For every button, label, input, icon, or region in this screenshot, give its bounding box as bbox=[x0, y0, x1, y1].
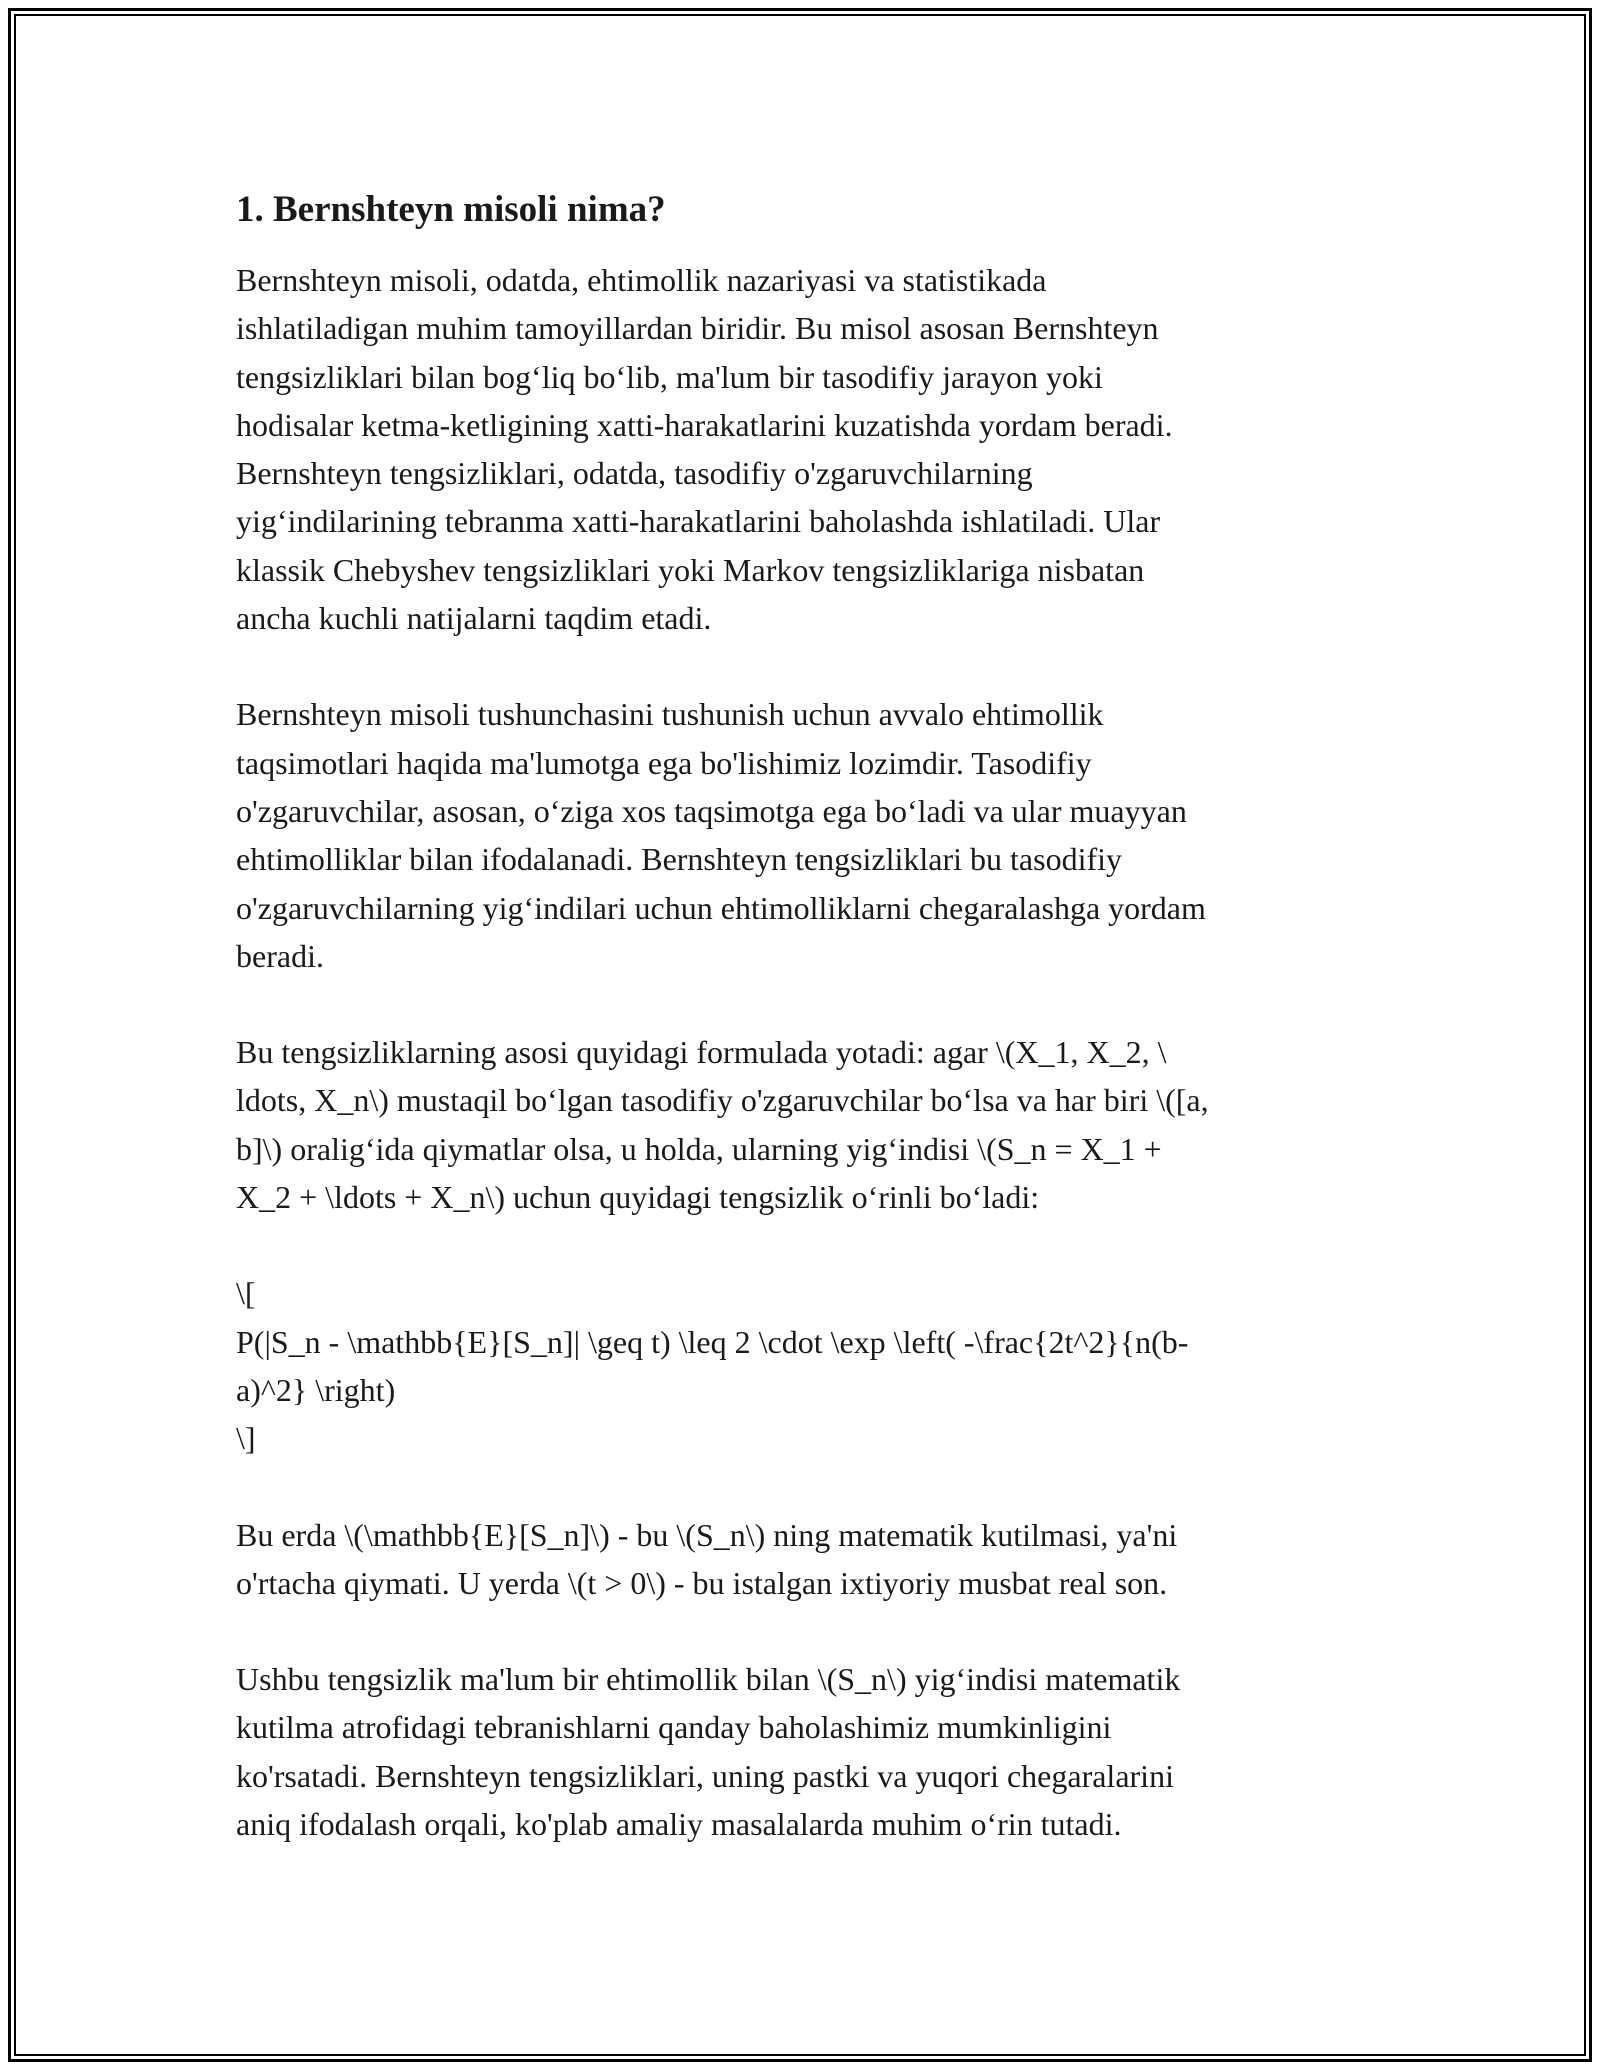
paragraph-expectation: Bu erda \(\mathbb{E}[S_n]\) - bu \(S_n\) ning matematik kutilmasi, ya'ni o'rtacha qiymati. U yerda \(t > 0\) - bu istalgan ixtiyoriy musbat real son. bbox=[236, 1516, 1178, 1601]
formula-line-2: a)^2} \right) bbox=[236, 1371, 396, 1408]
paragraph-formula-intro: Bu tengsizliklarning asosi quyidagi formulada yotadi: agar \(X_1, X_2, \ ldots, X_n\) mustaqil bo‘lgan tasodifiy o'zgaruvchilar bo‘lsa va har biri \([a, b]\) oralig‘ida qiymatlar olsa, u holda, ularning yig‘indisi \(S_n = X_1 + X_2 + \ldots + X_n\) uchun quyidagi tengsizlik o‘rinli bo‘ladi: bbox=[236, 1034, 1209, 1216]
paragraph-conclusion: Ushbu tengsizlik ma'lum bir ehtimollik bilan \(S_n\) yig‘indisi matematik kutilma atrofidagi tebranishlarni qanday baholashimiz mumkinligini ko'rsatadi. Bernshteyn tengsizliklari, uning pastki va yuqori chegaralarini aniq ifodalash orqali, ko'plab amaliy masalalarda muhim o‘rin tutadi. bbox=[236, 1661, 1181, 1843]
section-heading: 1. Bernshteyn misoli nima? bbox=[236, 189, 666, 230]
formula-close-delimiter: \] bbox=[236, 1420, 256, 1457]
formula-open-delimiter: \[ bbox=[236, 1275, 256, 1312]
paragraph-intro: Bernshteyn misoli, odatda, ehtimollik nazariyasi va statistikada ishlatiladigan muhim tamoyillardan biridir. Bu misol asosan Bernshteyn tengsizliklari bilan bog‘liq bo‘lib, ma'lum bir tasodifiy jarayon yoki hodisalar ketma-ketligining xatti-harakatlarini kuzatishda yordam beradi. Bernshteyn tengsizliklari, odatda, tasodifiy o'zgaruvchilarning yig‘indilarining tebranma xatti-harakatlarini baholashda ishlatiladi. Ular klassik Chebyshev tengsizliklari yoki Markov tengsizliklariga nisbatan ancha kuchli natijalarni taqdim etadi. bbox=[236, 262, 1173, 637]
formula-block bbox=[236, 1269, 1366, 1462]
paragraph-distributions: Bernshteyn misoli tushunchasini tushunish uchun avvalo ehtimollik taqsimotlari haqida ma'lumotga ega bo'lishimiz lozimdir. Tasodifiy o'zgaruvchilar, asosan, o‘ziga xos taqsimotga ega bo‘ladi va ular muayyan ehtimolliklar bilan ifodalanadi. Bernshteyn tengsizliklari bu tasodifiy o'zgaruvchilarning yig‘indilari uchun ehtimolliklarni chegaralashga yordam beradi. bbox=[236, 696, 1206, 974]
formula-line-1: P(|S_n - \mathbb{E}[S_n]| \geq t) \leq 2 \cdot \exp \left( -\frac{2t^2}{n(b- bbox=[236, 1323, 1189, 1360]
document-body bbox=[236, 186, 1366, 1896]
